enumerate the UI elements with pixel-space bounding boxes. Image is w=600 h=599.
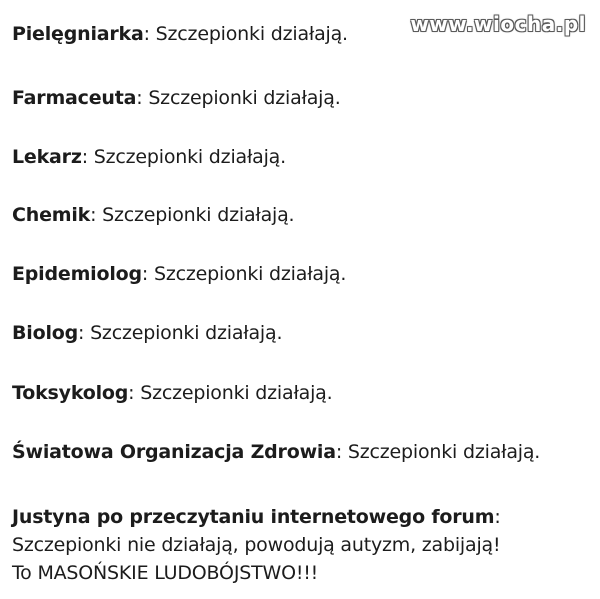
final-statement-line: To MASOŃSKIE LUDOBÓJSTWO!!! [12,562,319,584]
statement-line [12,381,332,405]
statement-text: Szczepionki działają. [102,204,295,226]
speaker-name: Pielęgniarka [12,23,144,45]
statement-text: Szczepionki działają. [347,441,541,463]
speaker-name: Toksykolog [12,382,129,404]
statement-text: Szczepionki działają. [90,322,283,344]
separator: : [78,322,91,344]
speaker-name: Lekarz [12,146,82,168]
separator: : [143,23,156,45]
speaker-name: Chemik [12,204,91,226]
statement-line [12,203,294,227]
watermark-logo: www.wiocha.pl [410,12,586,36]
statement-line [12,440,540,464]
statement-line [12,22,348,46]
separator: : [335,441,348,463]
speaker-name: Farmaceuta [12,87,137,109]
separator: : [141,263,154,285]
statement-text: Szczepionki działają. [93,146,286,168]
final-statement [12,503,501,587]
separator: : [81,146,94,168]
statement-text: Szczepionki działają. [153,263,347,285]
speaker-name: Biolog [12,322,79,344]
statement-line [12,321,282,345]
final-speaker-line [12,503,501,531]
separator: : [136,87,149,109]
statement-line [12,86,341,110]
speaker-name: Światowa Organizacja Zdrowia [12,441,336,463]
separator: : [90,204,103,226]
final-statement-line: Szczepionki nie działają, powodują autyzm, zabijają! [12,534,501,556]
statement-text: Szczepionki działają. [140,382,333,404]
separator: : [494,506,501,528]
speaker-name: Justyna po przeczytaniu internetowego forum [12,506,495,528]
separator: : [128,382,141,404]
statement-text: Szczepionki działają. [148,87,341,109]
statement-line [12,145,286,169]
statement-text: Szczepionki działają. [155,23,348,45]
speaker-name: Epidemiolog [12,263,142,285]
statement-line [12,262,346,286]
